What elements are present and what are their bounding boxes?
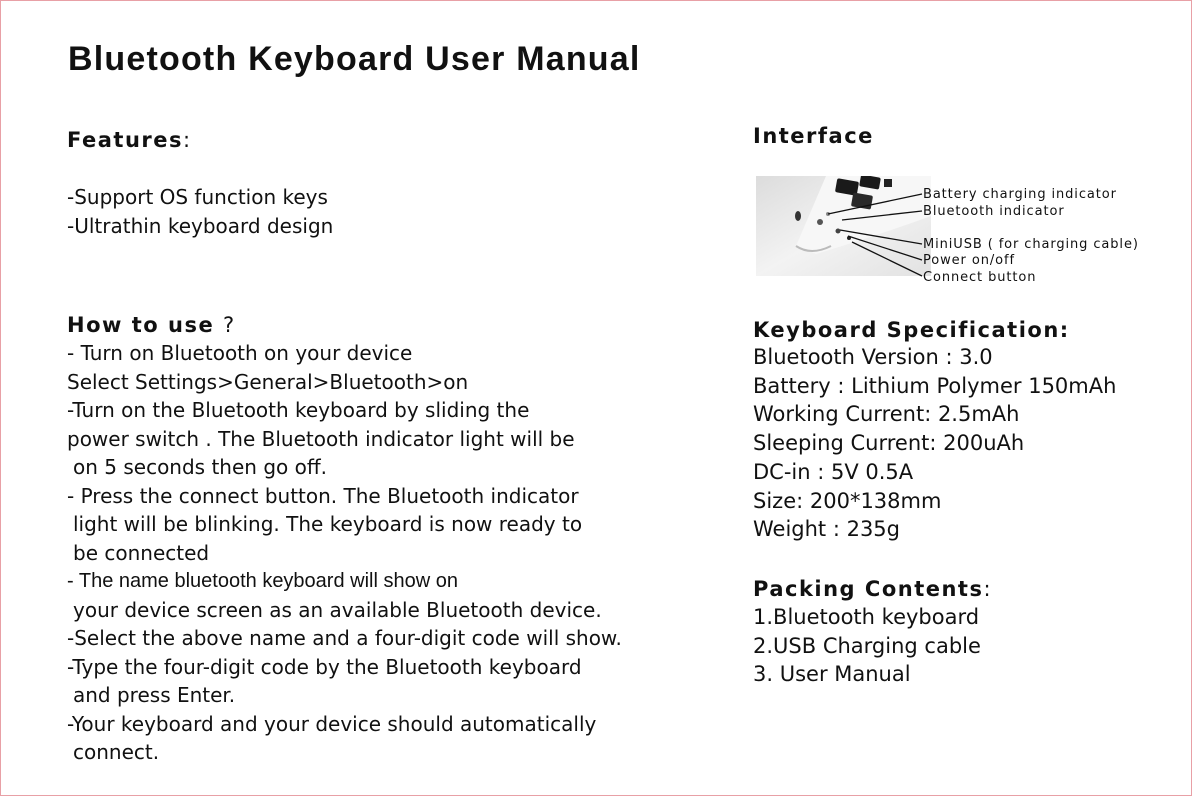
how-to-use-question-mark: ? xyxy=(223,313,235,337)
features-heading xyxy=(67,128,190,152)
interface-heading: Interface xyxy=(753,124,874,148)
step-line: - The name bluetooth keyboard will show on xyxy=(67,570,458,592)
spec-size: Size: 200*138mm xyxy=(753,488,942,513)
spec-working-current: Working Current: 2.5mAh xyxy=(753,402,1020,427)
step-line: be connected xyxy=(73,540,210,565)
step-line: - Turn on Bluetooth on your device xyxy=(67,341,413,365)
packing-item: 2.USB Charging cable xyxy=(753,633,981,658)
step-line: on 5 seconds then go off. xyxy=(73,455,327,479)
specification-list xyxy=(753,343,1116,544)
spec-sleeping-current: Sleeping Current: 200uAh xyxy=(753,431,1025,456)
callout-power-on-off: Power on/off xyxy=(923,253,1015,268)
step-line: - Press the connect button. The Bluetooth indicator xyxy=(67,483,579,508)
feature-item: -Support OS function keys xyxy=(67,185,328,209)
manual-title: Bluetooth Keyboard User Manual xyxy=(68,40,641,78)
step-line: Select Settings>General>Bluetooth>on xyxy=(67,369,469,394)
feature-item: -Ultrathin keyboard design xyxy=(67,213,334,238)
spec-bluetooth-version: Bluetooth Version : 3.0 xyxy=(753,345,993,369)
features-heading-text: Features xyxy=(67,128,183,152)
step-line: connect. xyxy=(73,740,160,764)
packing-item: 3. User Manual xyxy=(753,662,911,686)
callout-connect-button: Connect button xyxy=(923,270,1037,285)
callout-bluetooth-indicator: Bluetooth indicator xyxy=(923,204,1065,219)
callout-battery-charging-indicator: Battery charging indicator xyxy=(923,187,1117,202)
packing-item: 1.Bluetooth keyboard xyxy=(753,605,980,629)
step-line: light will be blinking. The keyboard is now ready to xyxy=(73,512,583,536)
interface-diagram xyxy=(756,176,1166,286)
features-list xyxy=(67,183,333,240)
spec-weight: Weight : 235g xyxy=(753,517,900,542)
how-to-use-steps xyxy=(67,339,622,767)
step-line: -Select the above name and a four-digit code will show. xyxy=(67,626,622,650)
spec-dc-in: DC-in : 5V 0.5A xyxy=(753,459,914,484)
step-line: -Turn on the Bluetooth keyboard by sliding the xyxy=(67,398,530,422)
packing-heading-text: Packing Contents xyxy=(753,577,984,601)
callout-miniusb: MiniUSB ( for charging cable) xyxy=(923,237,1139,252)
step-line: -Type the four-digit code by the Bluetooth keyboard xyxy=(67,654,582,679)
step-line: your device screen as an available Bluetooth device. xyxy=(73,597,602,622)
packing-heading-colon: : xyxy=(983,577,991,601)
step-line: -Your keyboard and your device should automatically xyxy=(67,711,597,736)
packing-heading xyxy=(753,577,991,601)
step-line: power switch . The Bluetooth indicator light will be xyxy=(67,426,575,451)
how-to-use-heading xyxy=(67,313,234,337)
how-to-use-heading-text: How to use xyxy=(67,313,215,337)
features-heading-colon: : xyxy=(183,128,191,152)
step-line: and press Enter. xyxy=(73,683,236,707)
specification-heading: Keyboard Specification: xyxy=(753,318,1070,342)
packing-list xyxy=(753,603,981,689)
spec-battery: Battery : Lithium Polymer 150mAh xyxy=(753,373,1117,398)
